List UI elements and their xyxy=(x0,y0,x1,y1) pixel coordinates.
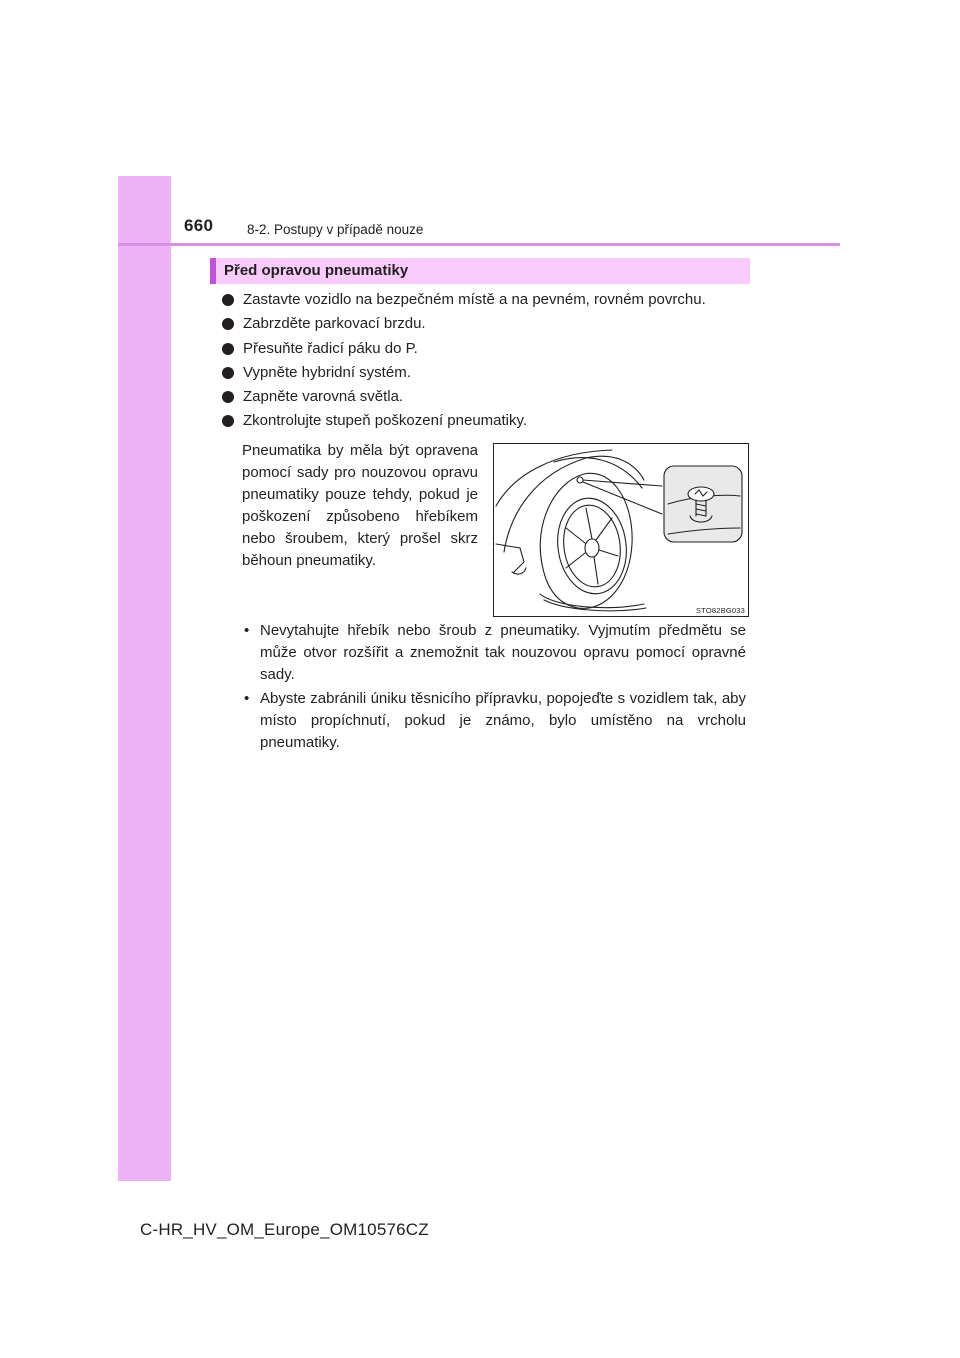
bullet-text: Zastavte vozidlo na bezpečném místě a na pevném, rovném povrchu. xyxy=(243,291,706,308)
side-tab xyxy=(118,176,171,1181)
sub-bullet-text: Nevytahujte hřebík nebo šroub z pneumatiky. Vyjmutím předmětu se může otvor rozšířit a znemožnit tak nouzovou opravu pomocí opravné sady. xyxy=(260,622,746,683)
header-rule xyxy=(118,243,840,246)
bullet-icon xyxy=(222,318,234,330)
section-title: 8-2. Postupy v případě nouze xyxy=(247,222,424,237)
figure-flat-tire xyxy=(493,443,749,617)
list-item xyxy=(222,388,762,412)
figure-code: STO82BG033 xyxy=(696,606,745,615)
list-item xyxy=(222,340,762,364)
bullet-icon xyxy=(222,415,234,427)
note-paragraph: Pneumatika by měla být opravena pomocí sady pro nouzovou opravu pneumatiky pouze tehdy, pokud je poškození způsobeno hřebíkem nebo šroubem, který prošel skrz běhoun pneumatiky. xyxy=(242,442,478,569)
bullet-text: Zkontrolujte stupeň poškození pneumatiky. xyxy=(243,412,528,430)
bullet-list xyxy=(222,291,762,437)
bullet-icon xyxy=(222,343,234,355)
subsection-accent-bar xyxy=(210,258,216,284)
list-item xyxy=(222,315,762,339)
subsection-heading xyxy=(210,258,750,284)
list-item xyxy=(222,364,762,388)
bullet-icon xyxy=(222,294,234,306)
list-item xyxy=(244,620,746,686)
bullet-text: Vypněte hybridní systém. xyxy=(243,363,411,381)
bullet-icon xyxy=(222,367,234,379)
bullet-text: Zapněte varovná světla. xyxy=(243,388,404,406)
flat-tire-illustration-icon xyxy=(494,444,750,618)
page-number: 660 xyxy=(184,216,214,235)
list-item xyxy=(244,688,746,754)
document-footer: C-HR_HV_OM_Europe_OM10576CZ xyxy=(140,1220,429,1239)
list-item xyxy=(222,412,762,436)
sub-bullet-list xyxy=(244,620,746,756)
sub-bullet-icon: • xyxy=(244,690,250,707)
sub-bullet-icon: • xyxy=(244,622,250,639)
bullet-text: Zabrzděte parkovací brzdu. xyxy=(243,315,426,333)
sub-bullet-text: Abyste zabránili úniku těsnicího přípravku, popojeďte s vozidlem tak, aby místo propíchnutí, pokud je známo, bylo umístěno na vrcholu pneumatiky. xyxy=(260,690,746,751)
bullet-text: Přesuňte řadicí páku do P. xyxy=(243,339,418,357)
bullet-icon xyxy=(222,391,234,403)
list-item xyxy=(222,291,762,315)
subsection-title: Před opravou pneumatiky xyxy=(224,262,409,279)
